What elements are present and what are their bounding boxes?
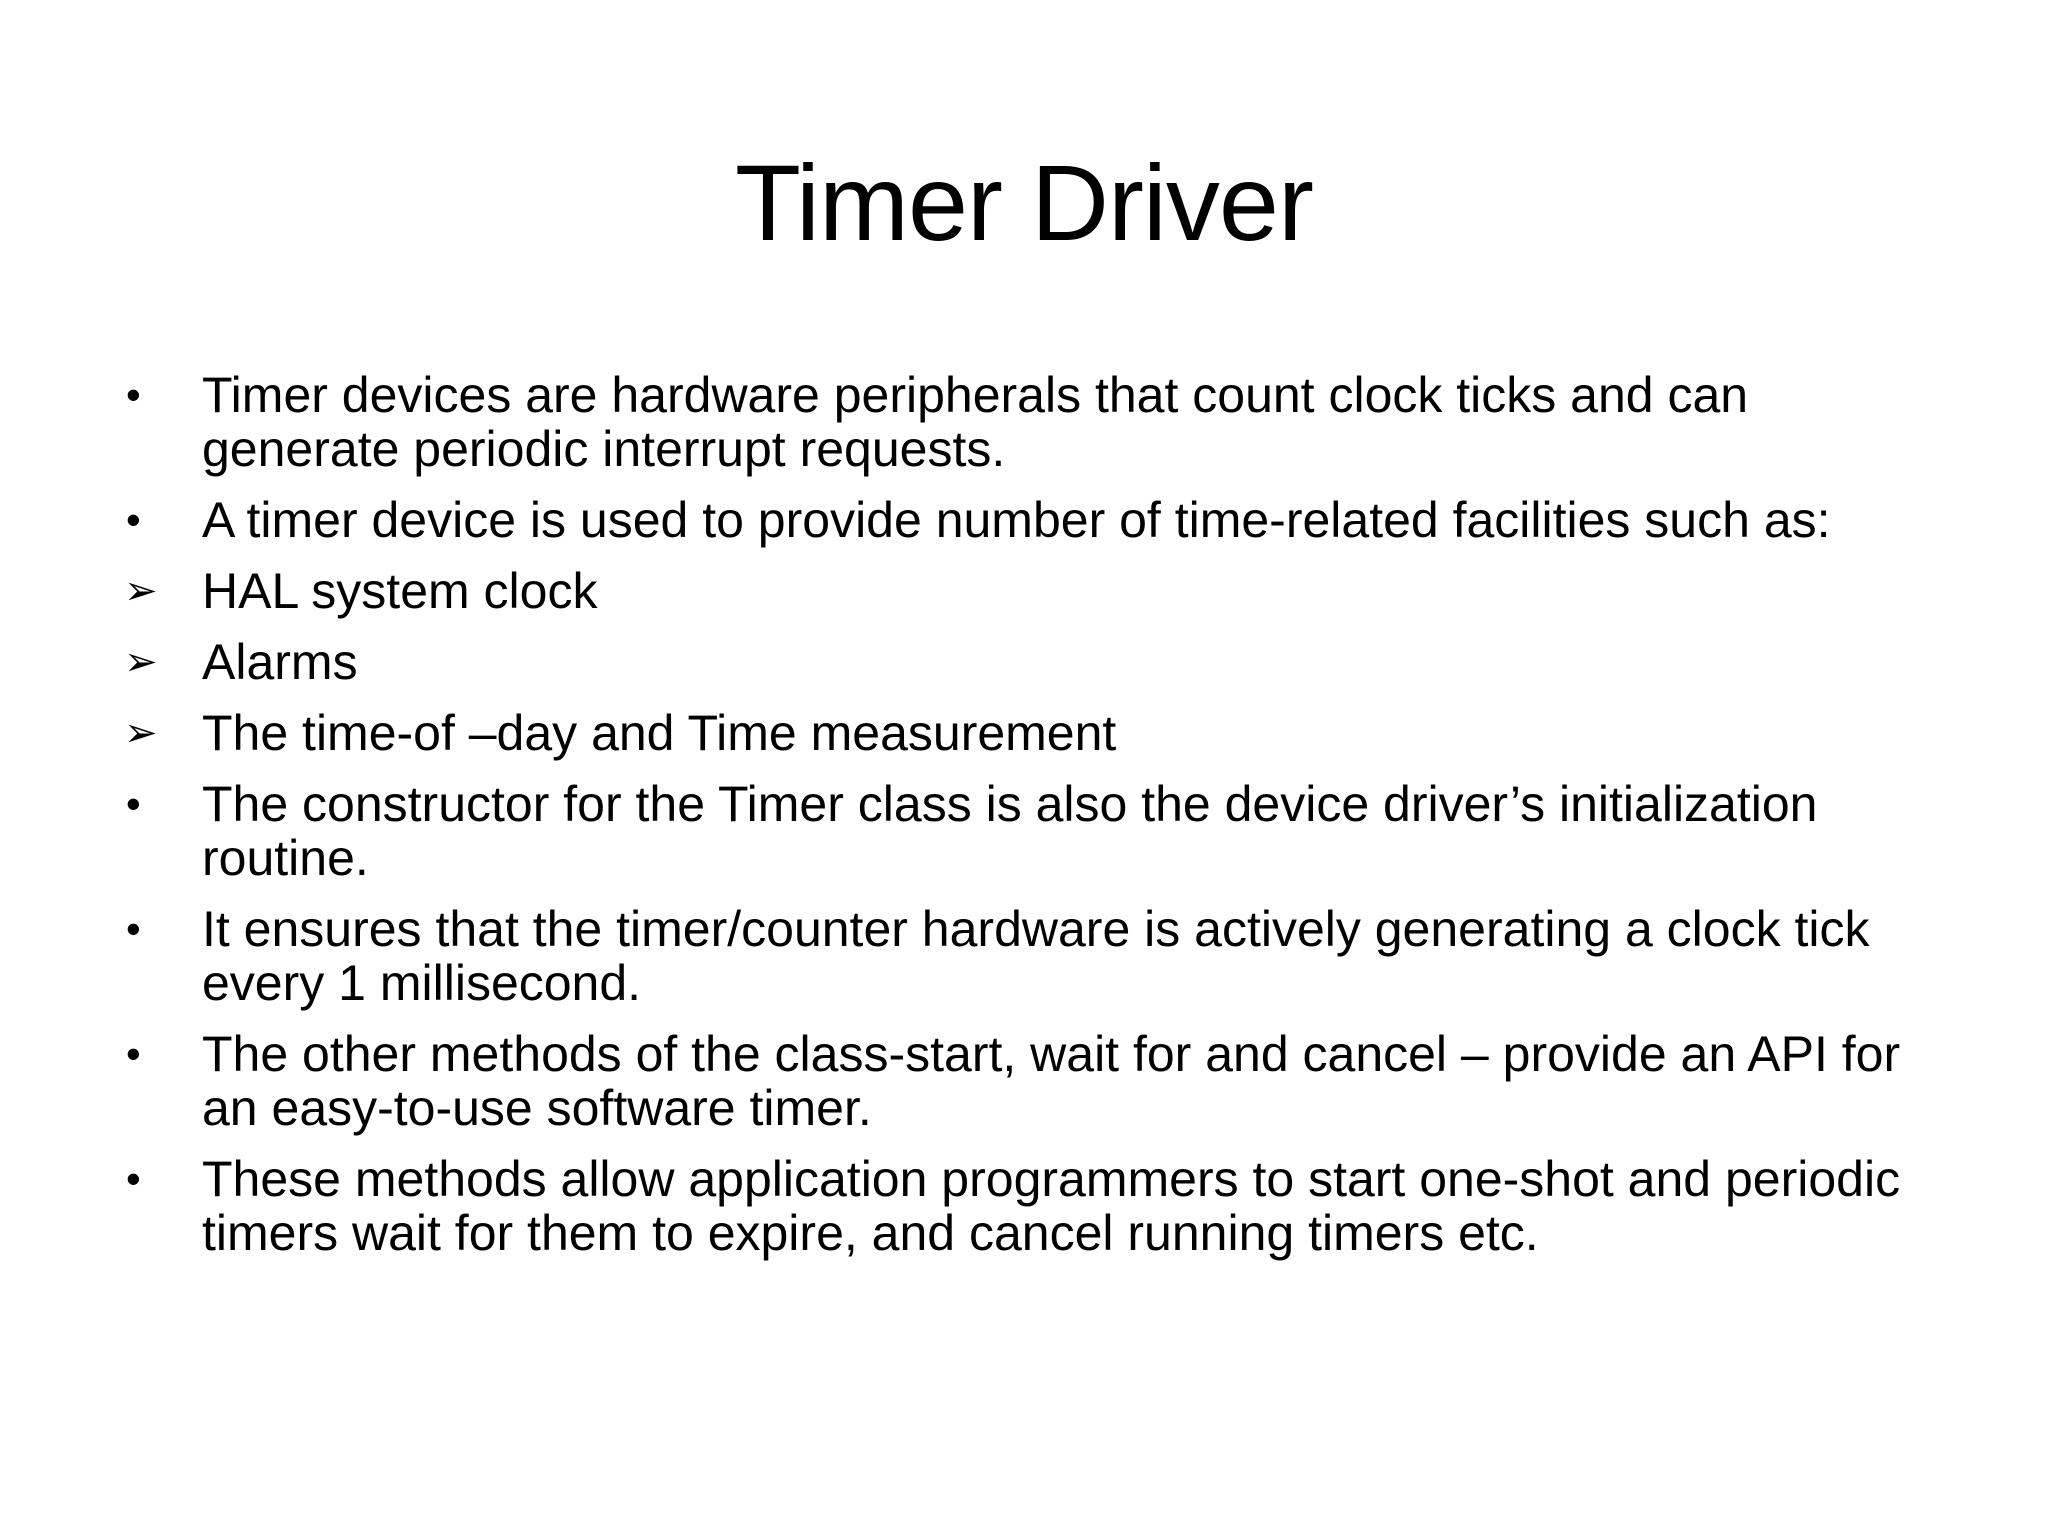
bullet-icon: • [126,905,141,952]
bullet-icon: • [126,371,141,418]
bullet-icon: • [126,780,141,827]
bullet-text: The constructor for the Timer class is also the device driver’s initialization routine. [202,776,1818,886]
bullet-item [120,1027,1950,1135]
bullet-item [120,493,1950,547]
bullet-item [120,1152,1950,1260]
bullet-text: Timer devices are hardware peripherals that count clock ticks and can generate periodic interrupt requests. [202,367,1749,477]
bullet-list [120,368,1950,1277]
bullet-icon: • [126,1155,141,1202]
bullet-item [120,368,1950,476]
bullet-text: These methods allow application programmers to start one-shot and periodic timers wait for them to expire, and cancel running timers etc. [202,1151,1901,1261]
bullet-icon: • [126,1030,141,1077]
bullet-icon: • [126,496,141,543]
bullet-text: HAL system clock [202,563,598,619]
bullet-text: The time-of –day and Time measurement [202,705,1117,761]
sub-bullet-item [120,706,1950,760]
sub-bullet-item [120,564,1950,618]
bullet-text: The other methods of the class-start, wait for and cancel – provide an API for an easy-to-use software timer. [202,1026,1901,1136]
arrow-bullet-icon: ➢ [124,640,158,684]
bullet-text: A timer device is used to provide number of time-related facilities such as: [202,492,1831,548]
arrow-bullet-icon: ➢ [124,711,158,755]
arrow-bullet-icon: ➢ [124,569,158,613]
slide-title: Timer Driver [735,142,1313,263]
sub-bullet-item [120,635,1950,689]
bullet-item [120,777,1950,885]
bullet-text: It ensures that the timer/counter hardware is actively generating a clock tick every 1 millisecond. [202,901,1870,1011]
bullet-text: Alarms [202,634,358,690]
bullet-item [120,902,1950,1010]
